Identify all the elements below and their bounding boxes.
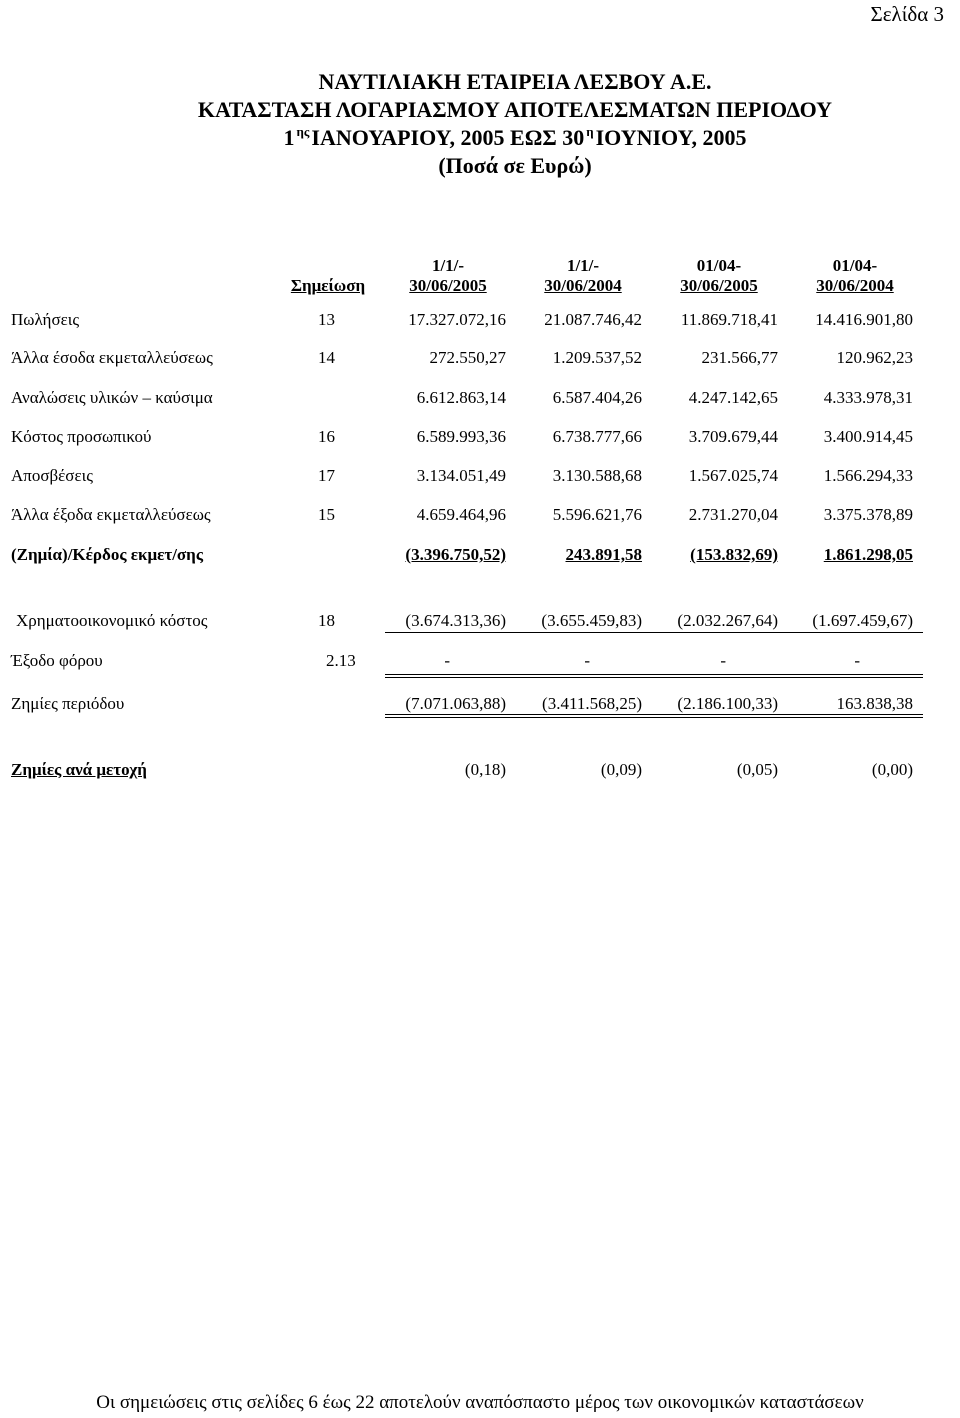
value-cell: (3.411.568,25) — [542, 694, 642, 713]
table-row — [0, 348, 960, 372]
value-cell: (153.832,69) — [690, 545, 778, 564]
header-col-2: 1/1/- 30/06/2004 — [544, 256, 622, 295]
value-cell: 1.209.537,52 — [552, 348, 642, 367]
rule-line — [385, 632, 923, 633]
value-cell: (0,09) — [600, 760, 642, 779]
row-label: Αποσβέσεις — [11, 466, 93, 485]
row-note: 18 — [318, 611, 335, 630]
value-cell: 6.587.404,26 — [552, 388, 642, 407]
double-rule — [385, 714, 923, 718]
value-cell: 243.891,58 — [565, 545, 642, 564]
value-cell: - — [854, 651, 860, 670]
row-note: 13 — [318, 310, 335, 329]
footer-note: Οι σημειώσεις στις σελίδες 6 έως 22 αποτελούν αναπόσπαστο μέρος των οικονομικών καταστάσεων — [96, 1392, 864, 1413]
table-row — [0, 388, 960, 412]
statement-name: ΚΑΤΑΣΤΑΣΗ ΛΟΓΑΡΙΑΣΜΟΥ ΑΠΟΤΕΛΕΣΜΑΤΩΝ ΠΕΡΙΟΔΟΥ — [197, 97, 833, 122]
header-col-1: 1/1/- 30/06/2005 — [409, 256, 487, 295]
table-row — [0, 505, 960, 529]
value-cell: (0,05) — [736, 760, 778, 779]
row-label: Πωλήσεις — [11, 310, 80, 329]
table-row — [0, 651, 960, 675]
row-label: Χρηματοοικονομικό κόστος — [16, 611, 208, 630]
value-cell: 21.087.746,42 — [544, 310, 642, 329]
value-cell: (2.032.267,64) — [677, 611, 778, 630]
value-cell: 1.567.025,74 — [688, 466, 778, 485]
value-cell: (3.674.313,36) — [405, 611, 506, 630]
statement-period: 1 $^{\eta\varsigma}$ΙΑΝΟΥΑΡΙΟΥ, 2005 ΕΩΣ 30 $^\eta$ΙΟΥΝΙΟΥ, 2005 — [283, 124, 747, 150]
currency-note: (Ποσά σε Ευρώ) — [438, 153, 592, 178]
value-cell: 120.962,23 — [836, 348, 913, 367]
row-label: (Ζημία)/Κέρδος εκμετ/σης — [11, 545, 203, 564]
value-cell: 6.589.993,36 — [416, 427, 506, 446]
value-cell: 6.738.777,66 — [552, 427, 642, 446]
value-cell: 4.333.978,31 — [823, 388, 913, 407]
value-cell: 3.375.378,89 — [823, 505, 913, 524]
value-cell: - — [720, 651, 726, 670]
value-cell: (0,00) — [871, 760, 913, 779]
row-note: 14 — [318, 348, 335, 367]
value-cell: 3.709.679,44 — [688, 427, 778, 446]
value-cell: - — [444, 651, 450, 670]
row-label: Άλλα έξοδα εκμεταλλεύσεως — [11, 505, 211, 524]
value-cell: - — [584, 651, 590, 670]
value-cell: 14.416.901,80 — [815, 310, 913, 329]
company-name: ΝΑΥΤΙΛΙΑΚΗ ΕΤΑΙΡΕΙΑ ΛΕΣΒΟΥ Α.Ε. — [318, 69, 712, 94]
value-cell: (0,18) — [464, 760, 506, 779]
header-note: Σημείωση — [290, 276, 366, 295]
value-cell: 272.550,27 — [429, 348, 506, 367]
value-cell: (1.697.459,67) — [812, 611, 913, 630]
row-label: Ζημίες ανά μετοχή — [11, 760, 147, 779]
value-cell: 1.861.298,05 — [823, 545, 913, 564]
row-label: Ζημίες περιόδου — [11, 694, 125, 713]
row-note: 2.13 — [326, 651, 356, 670]
row-note: 15 — [318, 505, 335, 524]
value-cell: 11.869.718,41 — [680, 310, 778, 329]
value-cell: (2.186.100,33) — [677, 694, 778, 713]
value-cell: 6.612.863,14 — [416, 388, 506, 407]
page-number: Σελίδα 3 — [870, 2, 944, 26]
value-cell: 1.566.294,33 — [823, 466, 913, 485]
row-note: 16 — [318, 427, 335, 446]
row-label: Άλλα έσοδα εκμεταλλεύσεως — [11, 348, 213, 367]
value-cell: (3.396.750,52) — [405, 545, 506, 564]
table-row-subtotal — [0, 545, 960, 569]
header-col-4: 01/04- 30/06/2004 — [816, 256, 894, 295]
value-cell: 231.566,77 — [701, 348, 778, 367]
header-col-3: 01/04- 30/06/2005 — [680, 256, 758, 295]
value-cell: 4.659.464,96 — [416, 505, 506, 524]
table-row — [0, 427, 960, 451]
table-row — [0, 466, 960, 490]
value-cell: 3.134.051,49 — [416, 466, 506, 485]
value-cell: 3.400.914,45 — [823, 427, 913, 446]
value-cell: 2.731.270,04 — [688, 505, 778, 524]
value-cell: (7.071.063,88) — [405, 694, 506, 713]
double-rule — [385, 674, 923, 678]
row-label: Αναλώσεις υλικών – καύσιμα — [11, 388, 213, 407]
row-label: Κόστος προσωπικού — [11, 427, 152, 446]
row-label: Έξοδο φόρου — [11, 651, 103, 670]
row-note: 17 — [318, 466, 335, 485]
value-cell: (3.655.459,83) — [541, 611, 642, 630]
table-row-eps — [0, 760, 960, 784]
value-cell: 5.596.621,76 — [552, 505, 642, 524]
value-cell: 17.327.072,16 — [408, 310, 506, 329]
value-cell: 3.130.588,68 — [552, 466, 642, 485]
table-row — [0, 310, 960, 334]
value-cell: 4.247.142,65 — [688, 388, 778, 407]
value-cell: 163.838,38 — [836, 694, 913, 713]
